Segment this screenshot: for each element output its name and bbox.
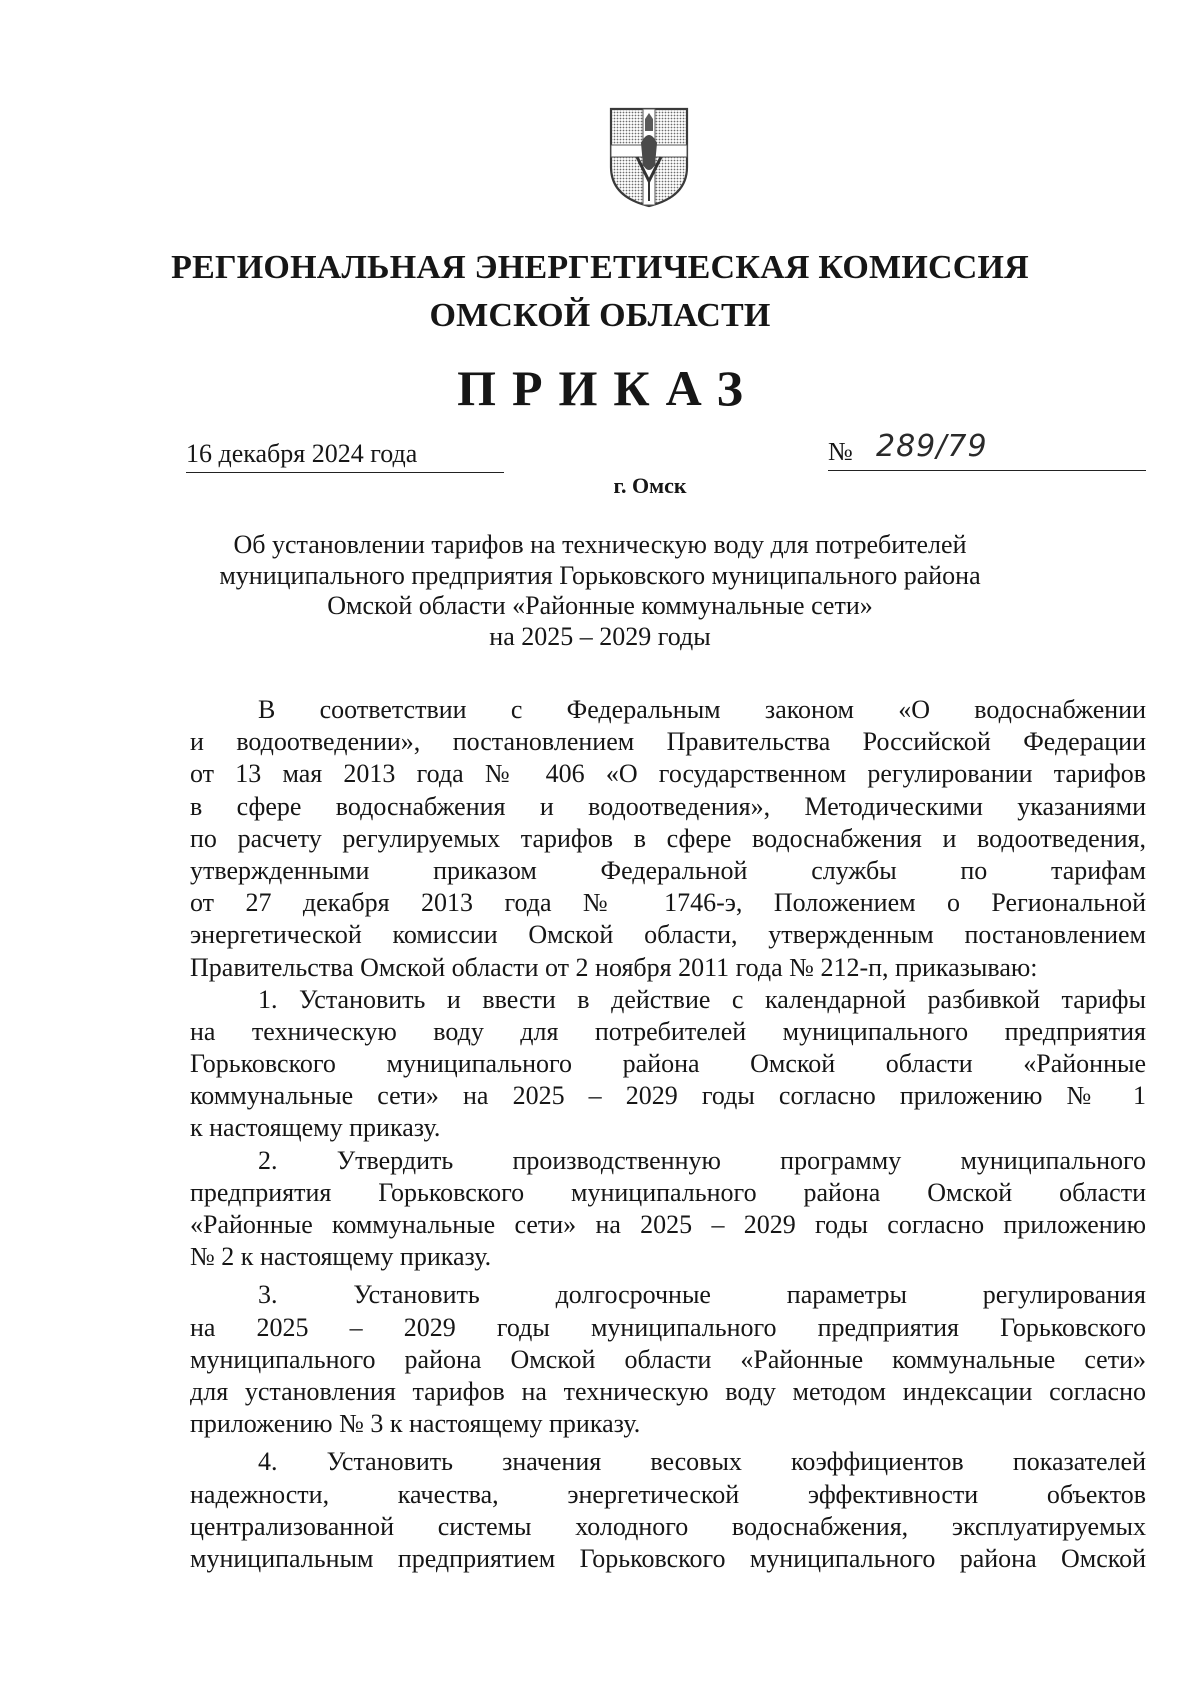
document-date: 16 декабря 2024 года <box>186 438 504 473</box>
body-line: предприятия Горьковского муниципального района Омской области <box>190 1177 1146 1207</box>
body-line: для установления тарифов на техническую воду методом индексации согласно <box>190 1376 1146 1406</box>
subject-line: на 2025 – 2029 годы <box>489 621 711 651</box>
body-line: 1. Установить и ввести в действие с календарной разбивкой тарифы <box>258 984 1146 1014</box>
organization-name-line1: РЕГИОНАЛЬНАЯ ЭНЕРГЕТИЧЕСКАЯ КОМИССИЯ <box>171 249 1029 286</box>
body-line: Правительства Омской области от 2 ноября 2011 года № 212-п, приказываю: <box>190 952 1038 982</box>
coat-of-arms-icon <box>607 105 691 209</box>
body-line: № 2 к настоящему приказу. <box>190 1242 492 1272</box>
document-subject <box>170 530 1030 652</box>
item-2-paragraph <box>190 1145 1146 1274</box>
organization-name-line2: ОМСКОЙ ОБЛАСТИ <box>429 297 771 334</box>
body-line: от 13 мая 2013 года № 406 «О государственном регулировании тарифов <box>190 759 1146 789</box>
item-3-paragraph <box>190 1279 1146 1440</box>
body-line: к настоящему приказу. <box>190 1113 441 1143</box>
body-line: на техническую воду для потребителей муниципального предприятия <box>190 1016 1146 1046</box>
body-line: от 27 декабря 2013 года № 1746-э, Положением о Региональной <box>190 888 1146 918</box>
preamble-paragraph <box>190 694 1146 984</box>
body-line: 3. Установить долгосрочные параметры регулирования <box>258 1280 1146 1310</box>
body-line: Горьковского муниципального района Омской области «Районные <box>190 1049 1146 1079</box>
document-type: ПРИКАЗ <box>457 360 759 416</box>
subject-line: муниципального предприятия Горьковского муниципального района <box>219 560 981 590</box>
document-number-field <box>828 429 1146 471</box>
subject-line: Об установлении тарифов на техническую воду для потребителей <box>233 530 967 559</box>
body-line: по расчету регулируемых тарифов в сфере водоснабжения и водоотведения, <box>190 823 1146 853</box>
document-city: г. Омск <box>613 473 687 498</box>
body-line: муниципального района Омской области «Районные коммунальные сети» <box>190 1344 1146 1374</box>
number-sign: № <box>828 437 853 466</box>
body-line: в сфере водоснабжения и водоотведения», Методическими указаниями <box>190 791 1146 821</box>
subject-line: Омской области «Районные коммунальные сети» <box>327 591 873 620</box>
body-line: коммунальные сети» на 2025 – 2029 годы согласно приложению № 1 <box>190 1081 1146 1111</box>
body-line: надежности, качества, энергетической эффективности объектов <box>190 1479 1146 1509</box>
item-4-paragraph <box>190 1446 1146 1575</box>
body-line: 4. Установить значения весовых коэффициентов показателей <box>258 1447 1146 1477</box>
body-line: 2. Утвердить производственную программу муниципального <box>258 1145 1146 1175</box>
body-line: муниципальным предприятием Горьковского муниципального района Омской <box>190 1543 1146 1573</box>
body-line: В соответствии с Федеральным законом «О водоснабжении <box>258 695 1146 724</box>
body-line: энергетической комиссии Омской области, утвержденным постановлением <box>190 920 1146 950</box>
body-line: приложению № 3 к настоящему приказу. <box>190 1409 641 1439</box>
body-line: утвержденными приказом Федеральной службы по тарифам <box>190 855 1146 885</box>
body-line: «Районные коммунальные сети» на 2025 – 2029 годы согласно приложению <box>190 1210 1146 1239</box>
body-line: на 2025 – 2029 годы муниципального предприятия Горьковского <box>190 1312 1146 1342</box>
document-body <box>190 694 1146 1575</box>
body-line: централизованной системы холодного водоснабжения, эксплуатируемых <box>190 1511 1146 1541</box>
item-1-paragraph <box>190 984 1146 1145</box>
body-line: и водоотведении», постановлением Правительства Российской Федерации <box>190 727 1146 757</box>
document-number-handwritten: 289/79 <box>876 429 988 464</box>
